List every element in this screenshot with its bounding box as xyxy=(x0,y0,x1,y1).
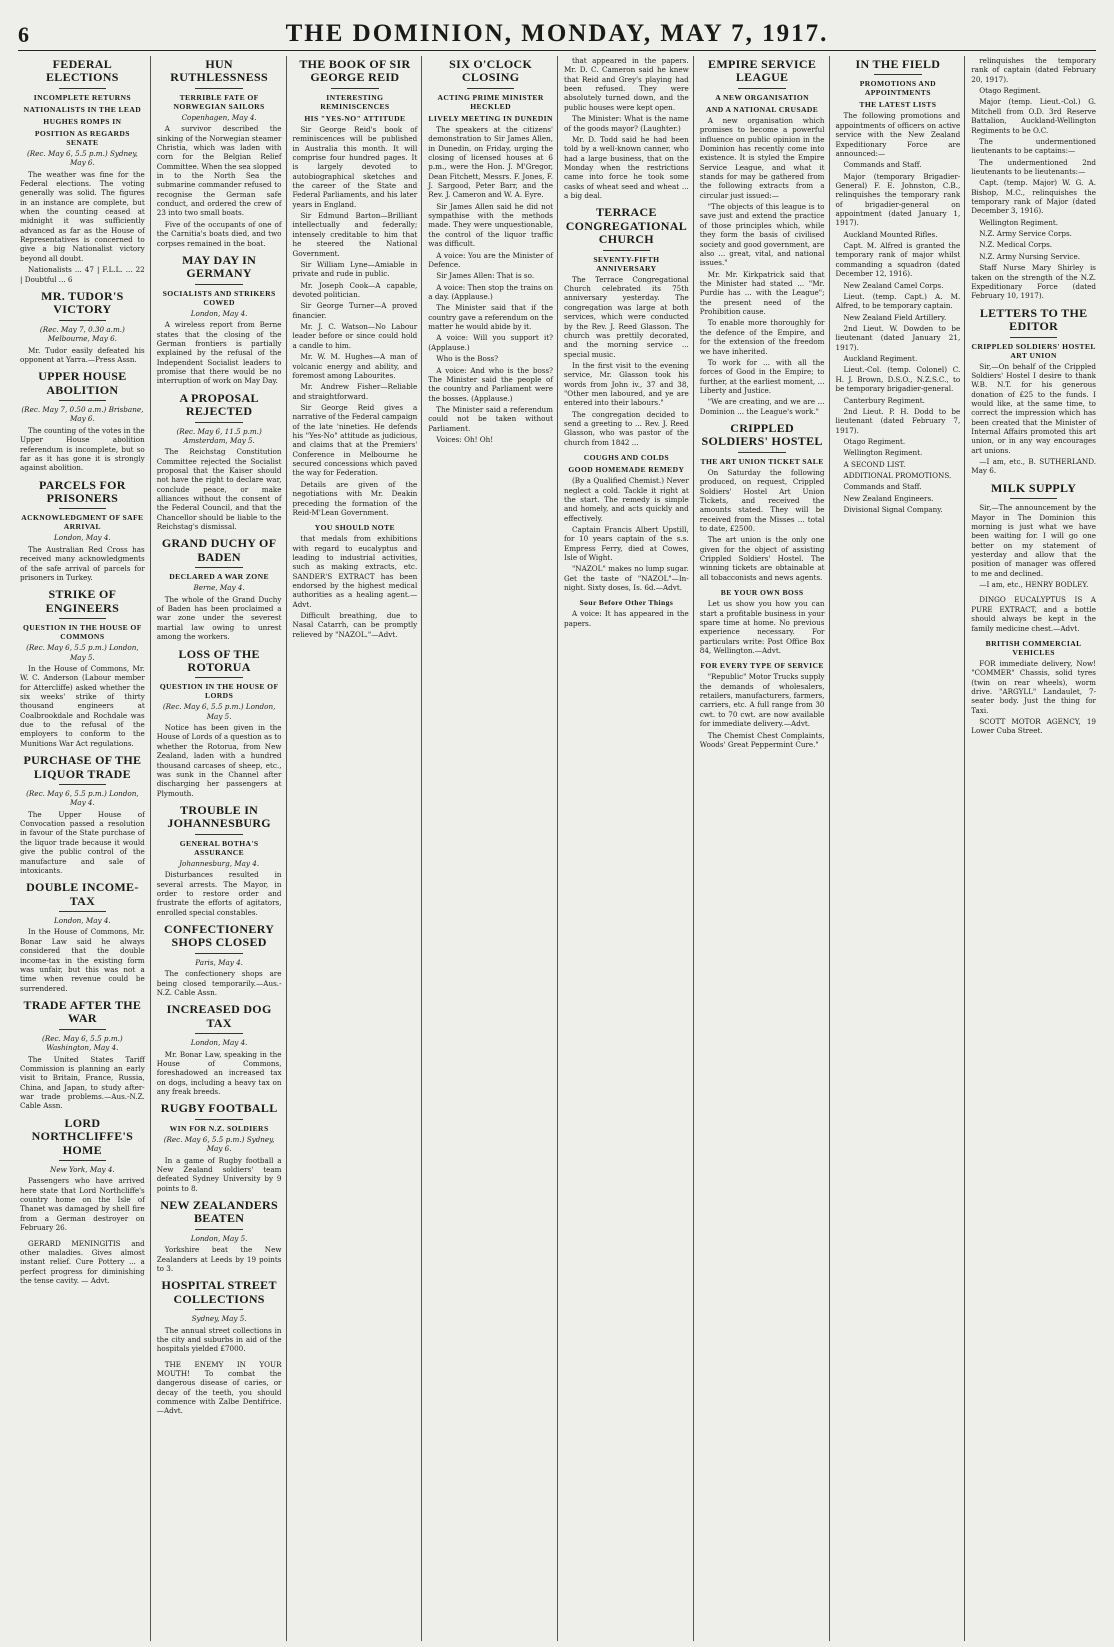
paragraph: Staff Nurse Mary Shirley is taken on the strength of the N.Z. Expeditionary Force (dated February 10, 1917). xyxy=(971,263,1096,301)
headline: STRIKE OF ENGINEERS xyxy=(45,587,120,615)
dateline: (Rec. May 6, 5.5 p.m.) London, May 5. xyxy=(162,702,276,721)
subheading: TERRIBLE FATE OF NORWEGIAN SAILORS xyxy=(173,92,265,111)
paragraph: Disturbances resulted in several arrests. The Mayor, in order to restore order and frustrate the efforts of agitators, enrolled special constables. xyxy=(156,870,282,917)
article xyxy=(20,290,145,364)
headline: HOSPITAL STREET COLLECTIONS xyxy=(161,1278,277,1306)
dateline: (Rec. May 7, 0.30 a.m.) Melbourne, May 6. xyxy=(39,324,125,344)
divider xyxy=(195,1033,242,1034)
headline: CRIPPLED SOLDIERS' HOSTEL xyxy=(701,421,823,449)
article xyxy=(157,1279,282,1353)
subheading: DECLARED A WAR ZONE xyxy=(169,572,269,582)
headline: MR. TUDOR'S VICTORY xyxy=(41,288,124,317)
article xyxy=(157,537,282,641)
paragraph: The Minister said a referendum could not be taken without Parliament. xyxy=(428,404,553,433)
headline: PURCHASE OF THE LIQUOR TRADE xyxy=(23,753,142,781)
paragraph: A new organisation which promises to become a powerful influence on public opinion in the Dominion has recently come into existence. It is styled the Empire Service League, and what it stands for may be gathered from the following extracts from a circular just issued:— xyxy=(699,115,825,200)
paragraph: The following promotions and appointments of officers on active service with the New Zealand Expeditionary Force are announced:— xyxy=(835,111,961,158)
subheading: A NEW ORGANISATION xyxy=(715,92,810,102)
dateline: (Rec. May 6, 5.5 p.m.) Sydney, May 6. xyxy=(163,1134,275,1154)
divider xyxy=(195,953,242,954)
divider xyxy=(59,784,106,785)
paragraph: Mr. Tudor easily defeated his opponent at Yarra.—Press Assn. xyxy=(20,345,145,364)
subheading: BRITISH COMMERCIAL VEHICLES xyxy=(985,638,1082,657)
paragraph: Sir William Lyne—Amiable in private and rude in public. xyxy=(292,259,418,279)
paragraph: 2nd Lieut. P. H. Dodd to be lieutenant (dated February 7, 1917). xyxy=(835,406,961,435)
paragraph: The weather was fine for the Federal elections. The voting generally was solid. The figures in an instance are complete, but when the counting ceased at midnight it was sufficiently advanced as far as the House of Representatives is concerned to give a big Nationalist victory beyond all doubt. xyxy=(20,169,145,263)
divider xyxy=(331,88,378,89)
article xyxy=(20,1239,145,1286)
article xyxy=(971,595,1096,632)
paragraph: Sir James Allen said he did not sympathise with the methods made. They were unquestionable, the control of the liquor traffic was difficult. xyxy=(428,201,553,249)
paragraph: "NAZOL" makes no lump sugar. Get the taste of "NAZOL"—In-night. Sixty doses, Is. 6d.—Advt. xyxy=(564,564,689,593)
paragraph: Otago Regiment. xyxy=(979,86,1041,96)
divider xyxy=(195,677,242,678)
masthead xyxy=(18,16,1096,51)
column-7 xyxy=(829,56,965,1641)
headline: GRAND DUCHY OF BADEN xyxy=(161,536,277,564)
paragraph: Mr. Joseph Cook—A capable, devoted politician. xyxy=(292,280,418,299)
paragraph: In the House of Commons, Mr. Bonar Law said he always considered that the double income-tax in the existing form was unfair, but this was not a time when revenue could be surrendered. xyxy=(20,927,145,993)
subheading: THE LATEST LISTS xyxy=(859,100,937,110)
paragraph: DINGO EUCALYPTUS IS A PURE EXTRACT, and a bottle should always be kept in the family medicine chest.—Advt. xyxy=(971,595,1096,633)
headline: MAY DAY IN GERMANY xyxy=(182,252,257,281)
headline: DOUBLE INCOME-TAX xyxy=(26,880,139,908)
paragraph: Sir,—The announcement by the Mayor in The Dominion this morning is just what we have been waiting for. I will go one better on my statement of yesterday and allow that the position of manager was offered to me and declined. xyxy=(971,503,1096,578)
paragraph: New Zealand Engineers. xyxy=(843,493,934,503)
paragraph: Voices: Oh! Oh! xyxy=(436,435,494,445)
paragraph: FOR immediate delivery, Now! "COMMER" Chassis, solid tyres (twin on rear wheels), worm drive. "ARGYLL" Landaulet, 7-seater body. Just the thing for Taxi. xyxy=(971,658,1096,715)
paragraph: The counting of the votes in the Upper House abolition referendum is incomplete, but so far as it has gone it is strongly against abolition. xyxy=(20,425,145,473)
paragraph: N.Z. Army Nursing Service. xyxy=(979,251,1080,261)
paragraph: Capt. (temp. Major) W. G. A. Bishop, M.C., relinquishes the temporary rank of Major (dated December 3, 1916). xyxy=(971,178,1096,216)
paragraph: Lieut. (temp. Capt.) A. M. Alfred, to be temporary captain. xyxy=(835,291,961,311)
paragraph: Wellington Regiment. xyxy=(979,217,1058,227)
dateline: (Rec. May 6, 11.5 p.m.) Amsterdam, May 5. xyxy=(176,426,262,445)
article xyxy=(836,58,961,514)
headline: TROUBLE IN JOHANNESBURG xyxy=(167,802,271,831)
paragraph: Auckland Mounted Rifles. xyxy=(843,229,938,239)
subheading: THE ART UNION TICKET SALE xyxy=(700,456,824,466)
column-8 xyxy=(964,56,1100,1641)
paragraph: The undermentioned 2nd lieutenants to be lieutenants:— xyxy=(971,157,1096,176)
paragraph: Sir,—On behalf of the Crippled Soldiers' Hostel I desire to thank W.B. N.T. for his generous donation of £25 to the funds. I would like, at the same time, to correct the impression which has been created that the Minister of Internal Affairs promoted this art union, or in any way encourages art unions. xyxy=(971,361,1096,455)
paragraph: On Saturday the following produced, on request, Crippled Soldiers' Hostel Art Union Tickets, and received the amounts stated. They will be received from the Misses ... total to date, £2500. xyxy=(699,467,825,534)
newspaper-title: THE DOMINION, MONDAY, MAY 7, 1917. xyxy=(285,20,829,47)
divider xyxy=(195,1309,242,1310)
article xyxy=(157,254,282,386)
paragraph: "The objects of this league is to save just and extend the practice of those principles which, while they form the basis of civilised society and good government, are also ... great, vital, and national issues." xyxy=(699,202,825,268)
paragraph: —I am, etc., HENRY BODLEY. xyxy=(979,580,1089,590)
paragraph: The undermentioned lieutenants to be captains:— xyxy=(971,136,1096,156)
paragraph: (By a Qualified Chemist.) Never neglect a cold. Tackle it right at the start. The remedy is simple and homely, and acts quickly and effectively. xyxy=(564,476,689,523)
article xyxy=(971,56,1096,301)
dateline: London, May 5. xyxy=(190,1233,248,1243)
paragraph: Mr. Mr. Kirkpatrick said that the Minister had stated ... "Mr. Purdie has ... with the League"; the present need of the Prohibition cause. xyxy=(699,269,825,317)
paragraph: THE ENEMY IN YOUR MOUTH! To combat the dangerous disease of caries, or decay of the teeth, you should commence with Zalbe Dentifrice.—Advt. xyxy=(156,1359,282,1416)
paragraph: Details are given of the negotiations with Mr. Deakin preceding the formation of the Reid-M'Lean Government. xyxy=(292,479,418,517)
subheading: HIS "YES-NO" ATTITUDE xyxy=(304,113,406,123)
paragraph: Mr. W. M. Hughes—A man of volcanic energy and ability, and foremost among Labourites. xyxy=(292,352,418,380)
subheading: FOR EVERY TYPE OF SERVICE xyxy=(700,661,824,671)
subheading: NATIONALISTS IN THE LEAD xyxy=(23,104,142,114)
column-5 xyxy=(557,56,693,1641)
paragraph: The Minister: What is the name of the goods mayor? (Laughter.) xyxy=(564,114,689,133)
dateline: Berne, May 4. xyxy=(193,583,245,593)
paragraph: New Zealand Camel Corps. xyxy=(843,280,944,290)
headline: SIX O'CLOCK CLOSING xyxy=(449,57,533,85)
paragraph: N.Z. Medical Corps. xyxy=(979,240,1053,250)
divider xyxy=(59,320,106,321)
divider xyxy=(467,88,514,89)
dateline: Johannesburg, May 4. xyxy=(179,858,260,868)
article xyxy=(971,482,1096,590)
paragraph: A survivor described the sinking of the Norwegian steamer Christia, which was laden with corn for the Belgian Relief Committee. When the sea slopped in to the North Sea the submarine commander refused to recognise the German safe conduct, and ordered the crew of 23 into two small boats. xyxy=(156,124,282,218)
divider xyxy=(195,834,242,835)
divider xyxy=(603,250,650,251)
article xyxy=(157,58,282,248)
paragraph: To work for ... with all the forces of Good in the Empire; to further, at the earliest moment, ... Liberty and Justice. xyxy=(699,357,825,395)
paragraph: that appeared in the papers. Mr. D. C. Cameron said he knew that Reid and Grey's playing had been refused. They were absolutely turned down, and the public houses were kept open. xyxy=(564,56,689,112)
article xyxy=(564,598,689,628)
subheading: HUGHES ROMPS IN xyxy=(43,116,122,126)
paragraph: SCOTT MOTOR AGENCY, 19 Lower Cuba Street. xyxy=(971,717,1096,736)
subheading: QUESTION IN THE HOUSE OF COMMONS xyxy=(22,623,142,642)
paragraph: The whole of the Grand Duchy of Baden has been proclaimed a war zone under the severest martial law owing to unrest among the workers. xyxy=(156,594,282,642)
divider xyxy=(195,567,242,568)
headline: EMPIRE SERVICE LEAGUE xyxy=(708,57,817,85)
article xyxy=(971,639,1096,736)
article xyxy=(157,1003,282,1096)
divider xyxy=(195,1119,242,1120)
paragraph: The confectionery shops are being closed temporarily.—Aus.-N.Z. Cable Assn. xyxy=(156,969,282,997)
dateline: New York, May 4. xyxy=(50,1165,115,1175)
headline: RUGBY FOOTBALL xyxy=(160,1101,278,1116)
article xyxy=(700,661,825,749)
paragraph: In a game of Rugby football a New Zealand soldiers' team defeated Sydney University by 9 points to 8. xyxy=(156,1155,282,1193)
paragraph: In the first visit to the evening service, Mr. Glasson took his words from John iv., 37 and 38, "Other men laboured, and ye are entered into their labours." xyxy=(564,360,689,408)
subheading: AND A NATIONAL CRUSADE xyxy=(706,104,819,114)
column-4 xyxy=(421,56,557,1641)
divider xyxy=(874,74,921,75)
subheading: BE YOUR OWN BOSS xyxy=(720,588,804,598)
paragraph: The United States Tariff Commission is planning an early visit to Britain, France, Russia, China, and Japan, to study after-war trade problems.—Aus.-N.Z. Cable Assn. xyxy=(20,1054,145,1111)
paragraph: To enable more thoroughly for the defence of the Empire, and for the extension of the freedom we have inherited. xyxy=(699,318,825,356)
paragraph: relinquishes the temporary rank of captain (dated February 20, 1917). xyxy=(971,56,1096,84)
dateline: (Rec. May 6, 5.5 p.m.) Sydney, May 6. xyxy=(26,148,138,168)
article xyxy=(293,58,418,517)
paragraph: Major (temporary Brigadier-General) F. E. Johnston, C.B., relinquishes the temporary rank of brigadier-general on appointment (dated January 1, 1917). xyxy=(835,171,961,228)
column-1 xyxy=(14,56,149,1641)
paragraph: The Reichstag Constitution Committee rejected the Socialist proposal that the Kaiser should not have the right to declare war, conclude peace, or make alliances without the consent of the Federal Council, and that the Chancellor should be liable to the Reichstag's dismissal. xyxy=(156,447,282,532)
headline: MILK SUPPLY xyxy=(991,480,1077,495)
subheading: POSITION AS REGARDS SENATE xyxy=(34,128,130,147)
article xyxy=(700,58,825,416)
paragraph: Divisional Signal Company. xyxy=(843,505,943,515)
article xyxy=(428,58,553,444)
dateline: London, May 4. xyxy=(54,533,111,543)
subheading: LIVELY MEETING IN DUNEDIN xyxy=(428,113,553,123)
article xyxy=(20,1117,145,1233)
paragraph: ADDITIONAL PROMOTIONS. xyxy=(843,471,952,481)
paragraph: A voice: And who is the boss? The Minister said the people of the country and Parliament were the bosses. (Applause.) xyxy=(428,365,553,403)
subheading: ACTING PRIME MINISTER HECKLED xyxy=(437,92,544,111)
subheading: CRIPPLED SOLDIERS' HOSTEL ART UNION xyxy=(971,341,1096,360)
paragraph: The annual street collections in the city and suburbs in aid of the hospitals yielded £7000. xyxy=(156,1325,282,1354)
article xyxy=(20,588,145,748)
paragraph: The Minister said that if the country gave a referendum on the matter he would abide by it. xyxy=(428,303,553,332)
column-3 xyxy=(286,56,422,1641)
headline: NEW ZEALANDERS BEATEN xyxy=(160,1197,278,1226)
paragraph: N.Z. Army Service Corps. xyxy=(979,229,1072,239)
column-6 xyxy=(693,56,829,1641)
headline: TERRACE CONGREGATIONAL CHURCH xyxy=(565,205,688,247)
divider xyxy=(59,618,106,619)
article xyxy=(20,58,145,284)
columns xyxy=(14,56,1100,1641)
divider xyxy=(195,422,242,423)
article xyxy=(293,523,418,639)
paragraph: The Chemist Chest Complaints, Woods' Great Peppermint Cure." xyxy=(699,730,825,749)
divider xyxy=(59,400,106,401)
dateline: (Rec. May 6, 5.5 p.m.) London, May 5. xyxy=(26,643,139,662)
paragraph: Wellington Regiment. xyxy=(843,448,923,458)
headline: TRADE AFTER THE WAR xyxy=(23,997,142,1026)
paragraph: Auckland Regiment. xyxy=(843,354,918,364)
article xyxy=(20,754,145,875)
paragraph: Nationalists ... 47 | F.L.L. ... 22 | Doubtful ... 6 xyxy=(20,265,145,284)
article xyxy=(20,999,145,1111)
dateline: (Rec. May 6, 5.5 p.m.) Washington, May 4. xyxy=(42,1033,123,1053)
paragraph: Sir George Reid's book of reminiscences will be published in Australia this month. It will comprise four hundred pages. It is largely devoted to autobiographical sketches and the career of the State and Federal Parliaments, and his later years in England. xyxy=(292,124,418,209)
article xyxy=(564,56,689,200)
paragraph: Notice has been given in the House of Lords of a question as to whether the Rotorua, from New Zealand, laden with a hundred thousand carcases of sheep, etc., was sunk in the Channel after discharging her passengers at Plymouth. xyxy=(156,723,282,798)
paragraph: Sir George Turner—A proved financier. xyxy=(292,301,418,320)
headline: HUN RUTHLESSNESS xyxy=(170,57,268,85)
paragraph: Who is the Boss? xyxy=(436,354,499,364)
paragraph: The Terrace Congregational Church celebrated its 75th anniversary yesterday. The congregation was large at both services, which were conducted by the Rev. J. Reed Glasson. The church was prettily decorated, and the morning service ... special music. xyxy=(564,274,689,359)
headline: IN THE FIELD xyxy=(855,57,941,71)
paragraph: —I am, etc., B. SUTHERLAND. May 6. xyxy=(971,457,1096,476)
article xyxy=(157,804,282,917)
paragraph: In the House of Commons, Mr. W. C. Anderson (Labour member for Attercliffe) asked whether the six weeks' strike of thirty thousand engineers at Coalbrookdale and Rochdale was due to the refusal of the employers to conform to the Munitions War Act regulations. xyxy=(20,663,145,748)
subheading: WIN FOR N.Z. SOLDIERS xyxy=(169,1123,269,1133)
paragraph: A wireless report from Berne states that the closing of the German frontiers is partially explained by the refusal of the Independent Socialist leaders to promise that there would be no interruption of work on May Day. xyxy=(156,320,282,386)
divider xyxy=(1010,337,1057,338)
divider xyxy=(59,911,106,912)
paragraph: A voice: Will you support it? (Applause.) xyxy=(428,333,553,352)
paragraph: "We are creating, and we are ... Dominion ... the League's work." xyxy=(699,397,825,416)
headline: UPPER HOUSE ABOLITION xyxy=(38,369,127,397)
divider xyxy=(195,88,242,89)
paragraph: Commands and Staff. xyxy=(843,160,922,170)
article xyxy=(157,1199,282,1273)
divider xyxy=(1010,498,1057,499)
article xyxy=(20,479,145,583)
dateline: (Rec. May 6, 5.5 p.m.) London, May 4. xyxy=(26,788,139,808)
paragraph: A voice: You are the Minister of Defence. xyxy=(428,250,553,269)
headline: PARCELS FOR PRISONERS xyxy=(39,477,126,506)
dateline: London, May 4. xyxy=(190,308,248,318)
article xyxy=(971,307,1096,476)
subheading: Sour Before Other Things xyxy=(579,598,674,608)
divider xyxy=(59,88,106,89)
headline: FEDERAL ELECTIONS xyxy=(46,57,119,85)
article xyxy=(157,392,282,532)
article xyxy=(157,1102,282,1193)
column-2 xyxy=(150,56,286,1641)
dateline: London, May 4. xyxy=(190,1038,248,1048)
paragraph: Five of the occupants of one of the Carnitia's boats died, and two corpses remained in the boat. xyxy=(156,219,282,248)
paragraph: Mr. J. C. Watson—No Labour leader before or since could hold a candle to him. xyxy=(292,322,418,350)
paragraph: that medals from exhibitions with regard to eucalyptus and leading to industrial activities, such as making extracts, etc. SANDER'S EXTRACT has been endorsed by the highest medical authorities as a healing agent.—Advt. xyxy=(292,534,418,609)
dateline: London, May 4. xyxy=(54,916,111,926)
article xyxy=(157,648,282,798)
subheading: GENERAL BOTHA'S ASSURANCE xyxy=(179,838,259,857)
article xyxy=(700,422,825,582)
article xyxy=(564,453,689,592)
subheading: ACKNOWLEDGMENT OF SAFE ARRIVAL xyxy=(21,513,144,532)
paragraph: The art union is the only one given for the object of assisting Crippled Soldiers' Hostel. The winning tickets are obtainable at all tobacconists and news agents. xyxy=(699,535,825,582)
divider xyxy=(195,284,242,285)
divider xyxy=(738,88,785,89)
divider xyxy=(738,452,785,453)
paragraph: Lieut.-Col. (temp. Colonel) C. H. J. Brown, D.S.O., N.Z.S.C., to be temporary brigadier-general. xyxy=(835,365,961,394)
paragraph: A voice: It has appeared in the papers. xyxy=(564,609,689,628)
paragraph: Major (temp. Lieut.-Col.) G. Mitchell from O.D. 3rd Reserve Battalion, Auckland-Wellington Regiments to be O.C. xyxy=(971,97,1096,135)
subheading: INCOMPLETE RETURNS xyxy=(33,92,132,102)
divider xyxy=(59,1160,106,1161)
subheading: GOOD HOMEMADE REMEDY xyxy=(568,465,685,475)
dateline: Sydney, May 5. xyxy=(191,1314,247,1324)
paragraph: Mr. Bonar Law, speaking in the House of Commons, foreshadowed an increased tax on dogs, including a heavy tax on any freak breeds. xyxy=(156,1049,282,1096)
dateline: Paris, May 4. xyxy=(195,957,243,967)
paragraph: The speakers at the citizens' demonstration to Sir James Allen, in Dunedin, on Friday, urging the closing of licensed houses at 6 p.m., were the Hon. J. M'Gregor, Dean Fitchett, Messrs. F. Jones, F. J. Sargood, Peter Barr, and the Rev. J. Cameron and W. A. Eyre. xyxy=(428,124,553,200)
paragraph: The Upper House of Convocation passed a resolution in favour of the State purchase of the liquor trade because it would give the public control of the manufacture and sale of intoxicants. xyxy=(20,809,145,875)
subheading: YOU SHOULD NOTE xyxy=(314,523,395,533)
paragraph: Sir James Allen: That is so. xyxy=(436,271,535,281)
paragraph: Commands and Staff. xyxy=(843,482,922,492)
paragraph: Difficult breathing, due to Nasal Catarrh, can be promptly relieved by "NAZOL."—Advt. xyxy=(292,611,418,639)
paragraph: Mr. Andrew Fisher—Reliable and straightforward. xyxy=(292,382,418,401)
page-number: 6 xyxy=(18,22,29,47)
paragraph: Canterbury Regiment. xyxy=(843,395,925,405)
paragraph: Capt. M. Alfred is granted the temporary rank of major whilst commanding a squadron (dated December 12, 1916). xyxy=(835,241,961,279)
headline: A PROPOSAL REJECTED xyxy=(179,390,259,419)
article xyxy=(20,881,145,993)
headline: CONFECTIONERY SHOPS CLOSED xyxy=(164,922,275,950)
headline: INCREASED DOG TAX xyxy=(166,1002,272,1030)
subheading: PROMOTIONS AND APPOINTMENTS xyxy=(859,79,937,98)
paragraph: GERARD MENINGITIS and other maladies. Gives almost instant relief. Cure Pottery ... a perfect progress for diminishing the tense cavity. — Advt. xyxy=(20,1238,145,1285)
paragraph: New Zealand Field Artillery. xyxy=(843,312,947,322)
divider xyxy=(59,1029,106,1030)
divider xyxy=(59,508,106,509)
subheading: COUGHS AND COLDS xyxy=(583,453,670,463)
article xyxy=(20,370,145,472)
paragraph: A SECOND LIST. xyxy=(843,459,906,469)
paragraph: Sir George Reid gives a narrative of the Federal campaign of the late 'nineties. He defends his "Yes-No" attitude as judicious, and claims that at the Premiers' Conference in Melbourne he secured concessions which paved the way for Federation. xyxy=(292,402,418,478)
dateline: Copenhagen, May 4. xyxy=(181,112,257,122)
subheading: SEVENTY-FIFTH ANNIVERSARY xyxy=(593,254,660,273)
dateline: (Rec. May 7, 0.50 a.m.) Brisbane, May 6. xyxy=(21,405,144,424)
paragraph: 2nd Lieut. W. Dowden to be lieutenant (dated January 21, 1917). xyxy=(835,323,961,352)
subheading: INTERESTING REMINISCENCES xyxy=(320,92,390,111)
headline: LOSS OF THE ROTORUA xyxy=(178,646,260,674)
article xyxy=(157,1360,282,1416)
subheading: SOCIALISTS AND STRIKERS COWED xyxy=(162,288,276,307)
paragraph: Yorkshire beat the New Zealanders at Leeds by 19 points to 3. xyxy=(156,1245,282,1273)
article xyxy=(157,923,282,997)
divider xyxy=(195,1229,242,1230)
headline: LETTERS TO THE EDITOR xyxy=(979,305,1088,334)
paragraph: Otago Regiment. xyxy=(843,436,906,446)
subheading: QUESTION IN THE HOUSE OF LORDS xyxy=(159,682,279,701)
paragraph: The Australian Red Cross has received many acknowledgments of the safe arrival of parcels for prisoners in Turkey. xyxy=(20,544,145,582)
paragraph: Passengers who have arrived here state that Lord Northcliffe's country home on the Isle of Thanet was damaged by shell fire from a German destroyer on February 26. xyxy=(20,1176,145,1233)
paragraph: "Republic" Motor Trucks supply the demands of wholesalers, retailers, manufacturers, farmers, carriers, etc. A full range from 30 cwt. to 70 cwt. are now available for immediate delivery.—Advt. xyxy=(699,672,825,729)
headline: LORD NORTHCLIFFE'S HOME xyxy=(31,1115,134,1157)
paragraph: Mr. D. Todd said he had been told by a well-known canner, who had a large business, that on the Monday when the restrictions came into force he took some casks of wheat seed and wheat ... a big deal. xyxy=(564,134,689,201)
paragraph: The congregation decided to send a greeting to ... Rev. J. Reed Glasson, who was pastor of the church from 1842 ... xyxy=(564,409,689,447)
paragraph: Let us show you how you can start a profitable business in your spare time at home. No previous experience necessary. For particulars write: Post Office Box 84, Wellington.—Advt. xyxy=(699,599,825,655)
article xyxy=(700,588,825,655)
paragraph: A voice: Then stop the trains on a day. (Applause.) xyxy=(428,282,553,301)
paragraph: Captain Francis Albert Upstill, for 10 years captain of the s.s. Empress Ferry, died at Cowes, Isle of Wight. xyxy=(564,524,689,563)
paragraph: Sir Edmund Barton—Brilliant intellectually and federally; intensely creditable to him that he steered the National Government. xyxy=(292,211,418,258)
article xyxy=(564,206,689,447)
headline: THE BOOK OF SIR GEORGE REID xyxy=(299,57,411,85)
